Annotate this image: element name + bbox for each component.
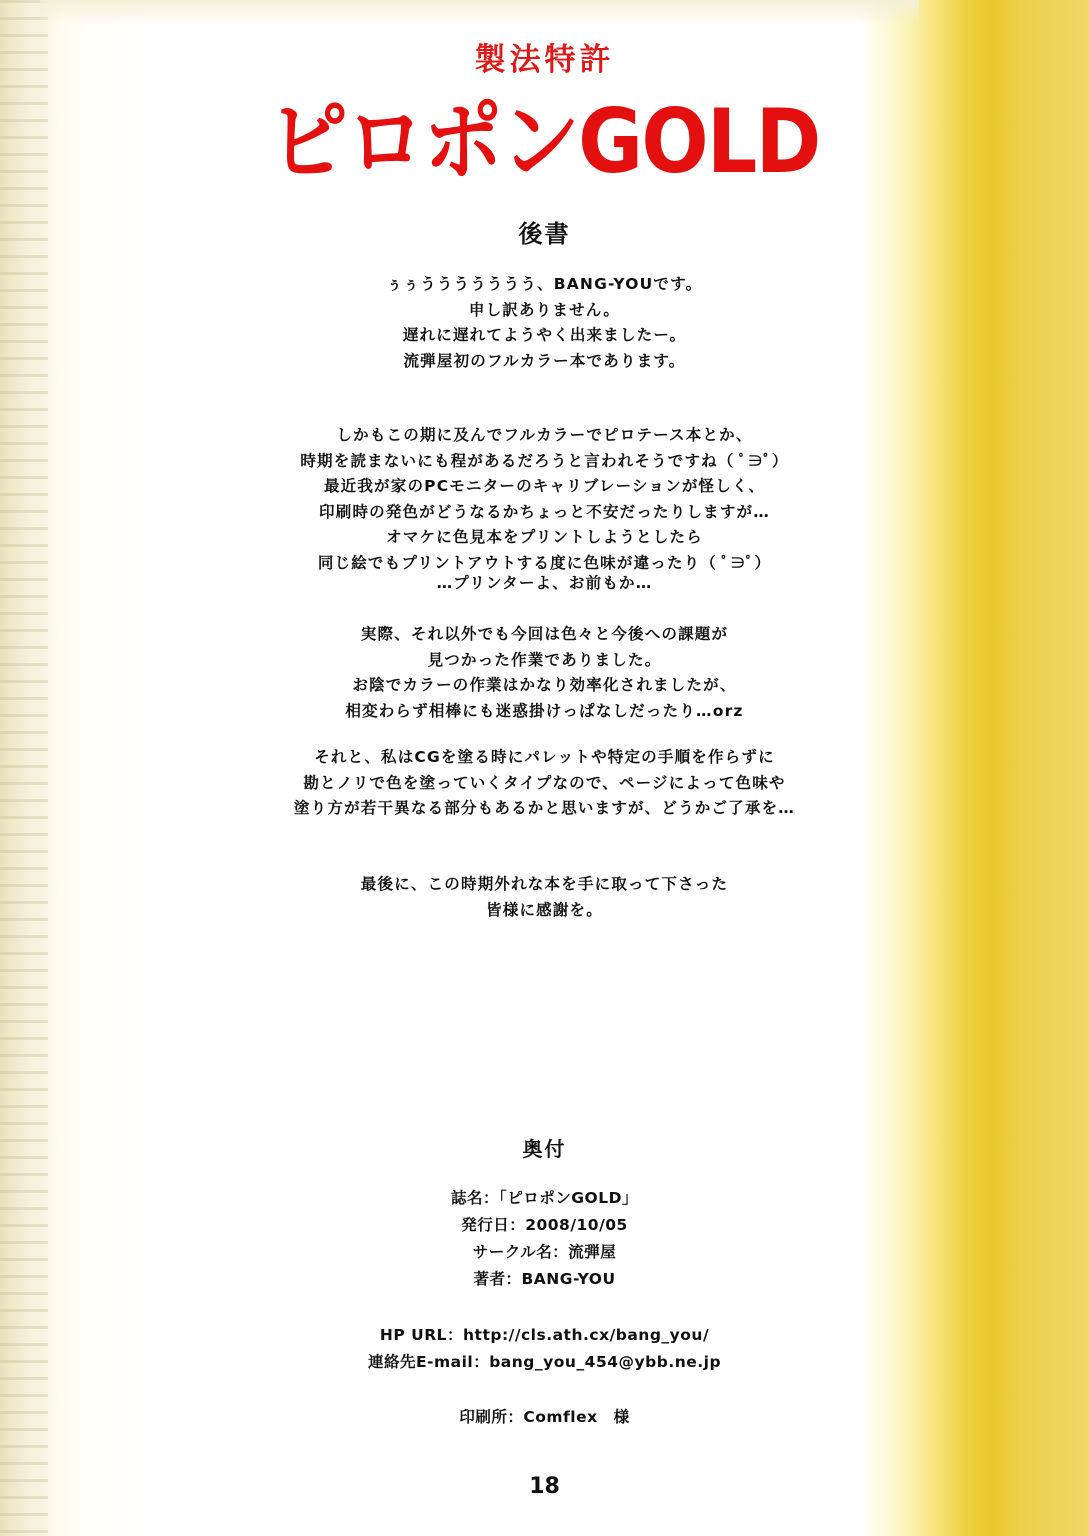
colophon-contact <box>0 1322 1089 1376</box>
text-line: 勘とノリで色を塗っていくタイプなので、ページによって色味や <box>303 773 786 792</box>
afterword-paragraph <box>0 423 1089 576</box>
text-line: 相変わらず相棒にも迷惑掛けっぱなしだったり…orz <box>345 701 744 720</box>
afterword-paragraph <box>0 622 1089 724</box>
afterword-heading: 後書 <box>518 220 571 248</box>
text-line: 最後に、この時期外れな本を手に取って下さった <box>360 875 729 893</box>
page-number: 18 <box>529 1474 560 1499</box>
text-line: 塗り方が若干異なる部分もあるかと思いますが、どうかご了承を… <box>293 799 795 817</box>
text-line: しかもこの期に及んでフルカラーでピロテース本とか、 <box>336 426 753 444</box>
colophon-hp-row <box>0 1322 1089 1349</box>
colophon-value: 流弾屋 <box>568 1243 617 1261</box>
text-line: 流弾屋初のフルカラー本であります。 <box>403 351 686 370</box>
printer-value: Comflex 様 <box>523 1408 630 1426</box>
afterword-paragraph <box>0 571 1089 597</box>
colophon-label: HP URL： <box>379 1326 464 1344</box>
colophon-label: 誌名： <box>451 1189 500 1207</box>
text-line: お陰でカラーの作業はかなり効率化されましたが、 <box>352 676 737 694</box>
logo-title: ピロポンGOLD <box>268 90 820 193</box>
colophon-email-row <box>0 1349 1089 1376</box>
colophon-info <box>0 1185 1089 1293</box>
hp-url-value: http://cls.ath.cx/bang_you/ <box>463 1326 710 1344</box>
colophon-value: 2008/10/05 <box>525 1216 628 1234</box>
colophon-label: 連絡先E-mail： <box>367 1353 490 1371</box>
colophon-value: BANG-YOU <box>521 1270 616 1288</box>
colophon-author-row <box>0 1266 1089 1293</box>
colophon-date-row <box>0 1212 1089 1239</box>
text-line: 遅れに遅れてようやく出来ましたー。 <box>402 326 687 344</box>
logo-subtitle: 製法特許 <box>474 42 615 78</box>
colophon-value: 「ピロポンGOLD」 <box>499 1189 638 1207</box>
colophon-circle-row <box>0 1239 1089 1266</box>
text-line: 申し訳ありません。 <box>468 300 621 319</box>
text-line: ぅぅううううううう、BANG-YOUです。 <box>386 275 703 293</box>
colophon-title-row <box>0 1185 1089 1212</box>
text-line: オマケに色見本をプリントしようとしたら <box>386 528 703 546</box>
text-line: それと、私はCGを塗る時にパレットや特定の手順を作らずに <box>314 748 775 766</box>
text-line: 同じ絵でもプリントアウトする度に色味が違ったり（ ﾟ∋ﾟ） <box>317 553 772 572</box>
text-line: 最近我が家のPCモニターのキャリブレーションが怪しく、 <box>323 477 766 495</box>
colophon-heading: 奥付 <box>522 1137 567 1161</box>
text-line: 皆様に感謝を。 <box>486 900 603 919</box>
text-line: 時期を読まないにも程があるだろうと言われそうですね（ ﾟ∋ﾟ） <box>300 451 789 470</box>
text-line: 印刷時の発色がどうなるかちょっと不安だったりしますが… <box>319 502 770 521</box>
colophon-printer-row <box>0 1405 1089 1427</box>
colophon-label: 発行日： <box>461 1216 526 1234</box>
text-line: 実際、それ以外でも今回は色々と今後への課題が <box>360 625 729 643</box>
afterword-paragraph <box>0 272 1089 374</box>
top-shading <box>40 0 919 26</box>
colophon-label: 著者： <box>473 1270 522 1288</box>
colophon-label: サークル名： <box>472 1243 569 1261</box>
text-line: 見つかった作業でありました。 <box>427 650 662 669</box>
text-line: …プリンターよ、お前もか… <box>436 574 653 592</box>
afterword-paragraph <box>0 745 1089 822</box>
email-value: bang_you_454@ybb.ne.jp <box>489 1353 722 1371</box>
afterword-paragraph <box>0 872 1089 923</box>
colophon-label: 印刷所： <box>459 1408 524 1426</box>
